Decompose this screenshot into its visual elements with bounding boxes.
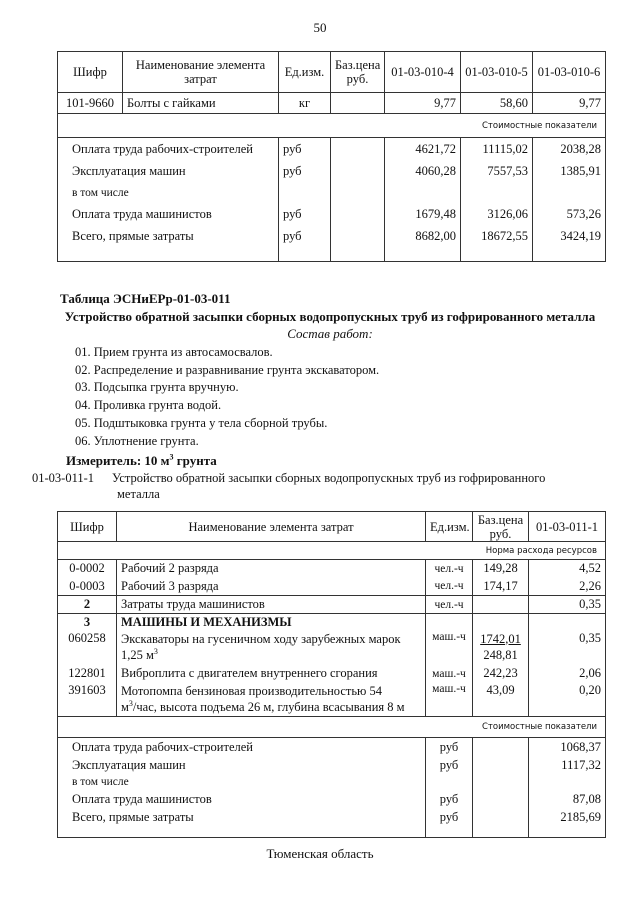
cost-row: Эксплуатация машин руб 4060,28 7557,53 1385,91 [58, 161, 606, 183]
norm-code: 01-03-011-1 [32, 471, 95, 485]
work-item: 06. Уплотнение грунта. [75, 434, 199, 448]
table-row: 3 МАШИНЫ И МЕХАНИЗМЫ [58, 614, 606, 631]
work-item: 04. Проливка грунта водой. [75, 398, 222, 412]
meter-label: Измеритель: 10 $м^3$ грунта [66, 452, 217, 468]
work-item: 03. Подсыпка грунта вручную. [75, 380, 239, 394]
cost-row: в том числе [58, 183, 606, 204]
row-price [331, 93, 385, 114]
header-code: Шифр [58, 512, 117, 542]
header-col-010-4: 01-03-010-4 [385, 52, 461, 93]
footer-region: Тюменская область [266, 846, 374, 861]
section-label-cost: Стоимостные показатели [58, 114, 606, 138]
table-row: 2 Затраты труда машинистов чел.-ч 0,35 [58, 596, 606, 614]
cost-row: Всего, прямые затраты руб 8682,00 18672,55 3424,19 [58, 226, 606, 248]
table-row: 060258 Экскаваторы на гусеничном ходу зарубежных марок 1,25 $м^3$ маш.-ч 1742,01 248,81 0,35 [58, 631, 606, 665]
norm-description-cont: металла [117, 487, 160, 501]
cost-row: Оплата труда рабочих-строителей руб 4621,72 11115,02 2038,28 [58, 138, 606, 161]
row-value-3: 9,77 [533, 93, 606, 114]
resource-table-01-03-010 [57, 51, 606, 262]
header-unit: Ед.изм. [279, 52, 331, 93]
composition-label: Состав работ: [287, 326, 373, 341]
cost-row: Эксплуатация машин руб 1117,32 [58, 757, 606, 774]
header-base-price: Баз.цена руб. [473, 512, 529, 542]
work-item: 02. Распределение и разравнивание грунта экскаватором. [75, 363, 380, 377]
header-col-010-5: 01-03-010-5 [461, 52, 533, 93]
header-name: Наименование элемента затрат [117, 512, 426, 542]
table-title: Таблица ЭСНиЕРр-01-03-011 [60, 291, 231, 306]
header-code: Шифр [58, 52, 123, 93]
table-row: 0-0003 Рабочий 3 разряда чел.-ч 174,17 2,26 [58, 578, 606, 596]
cost-row: Оплата труда машинистов руб 87,08 [58, 791, 606, 809]
row-value-2: 58,60 [461, 93, 533, 114]
section-label-cost: Стоимостные показатели [58, 717, 606, 738]
section-label-norm: Норма расхода ресурсов [58, 542, 606, 560]
row-code: 101-9660 [58, 93, 123, 114]
cost-row: Оплата труда машинистов руб 1679,48 3126,06 573,26 [58, 204, 606, 226]
table-row [58, 93, 606, 114]
resource-table-01-03-011 [57, 511, 606, 838]
header-col-010-6: 01-03-010-6 [533, 52, 606, 93]
cost-row: Всего, прямые затраты руб 2185,69 [58, 809, 606, 826]
table-subtitle: Устройство обратной засыпки сборных водопропускных труб из гофрированного металла [64, 309, 596, 324]
table-row: 122801 Виброплита с двигателем внутреннего сгорания маш.-ч 242,23 2,06 [58, 665, 606, 683]
table-row: 0-0002 Рабочий 2 разряда чел.-ч 149,28 4,52 [58, 560, 606, 578]
row-value-1: 9,77 [385, 93, 461, 114]
header-unit: Ед.изм. [426, 512, 473, 542]
work-item: 01. Прием грунта из автосамосвалов. [75, 345, 273, 359]
row-name: Болты с гайками [123, 93, 279, 114]
header-base-price: Баз.цена руб. [331, 52, 385, 93]
norm-code-line [32, 471, 545, 486]
row-unit: кг [279, 93, 331, 114]
header-name: Наименование элемента затрат [123, 52, 279, 93]
cost-row: в том числе [58, 774, 606, 791]
work-item: 05. Подштыковка грунта у тела сборной трубы. [75, 416, 328, 430]
page-number: 50 [313, 20, 327, 35]
table-row: 391603 Мотопомпа бензиновая производительностью 54 $м^3$/час, высота подъема 26 м, глубина всасывания 8 м маш.-ч 43,09 0,20 [58, 683, 606, 717]
header-col-011-1: 01-03-011-1 [529, 512, 606, 542]
norm-description: Устройство обратной засыпки сборных водопропускных труб из гофрированного [112, 471, 546, 485]
cost-row: Оплата труда рабочих-строителей руб 1068,37 [58, 738, 606, 757]
